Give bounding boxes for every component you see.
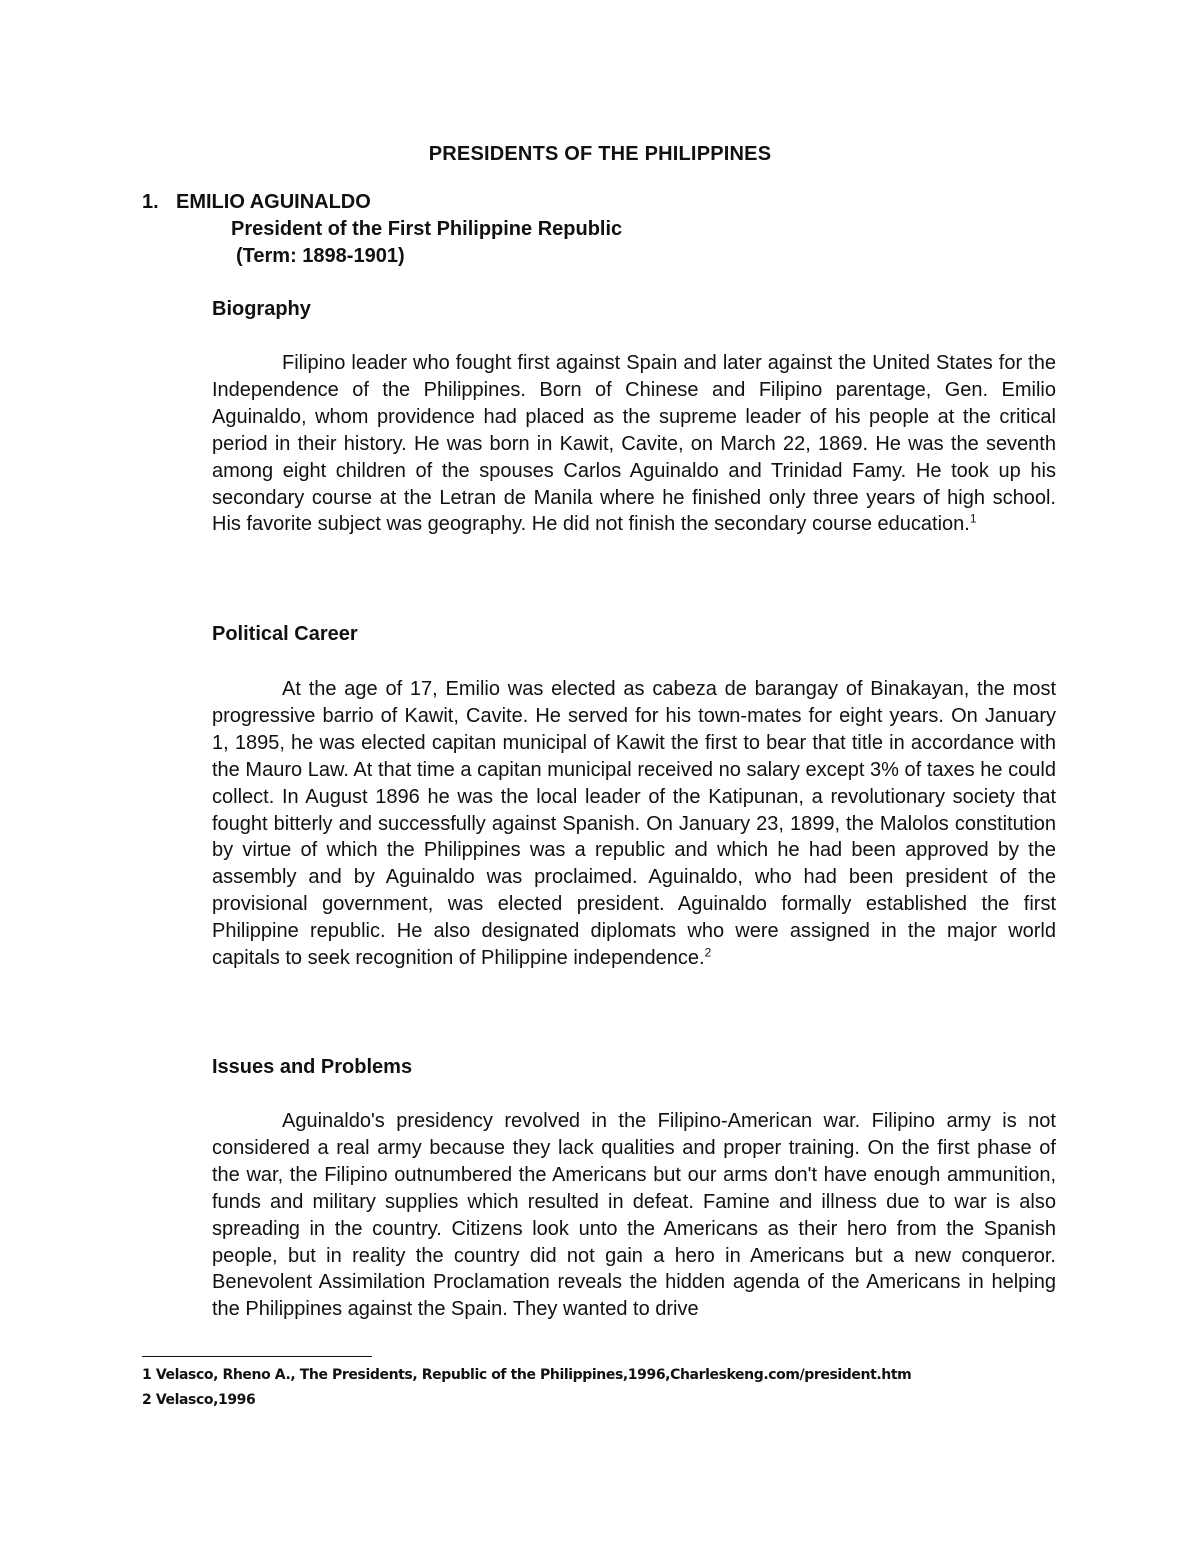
biography-text: Filipino leader who fought first against Spain and later against the United States for the Independence of the Philippines. Born of Chinese and Filipino parentage, Gen. Emilio Aguinaldo, whom providence had placed as the supreme leader of his people at the critical period in their history. He was born in Kawit, Cavite, on March 22, 1869. He was the seventh among eight children of the spouses Carlos Aguinaldo and Trinidad Famy. He took up his secondary course at the Letran de Manila where he finished only three years of high school. His favorite subject was geography. He did not finish the secondary course education. [212, 352, 1056, 536]
president-number: 1. [142, 191, 159, 213]
footnote-divider [142, 1356, 372, 1357]
footnote-1: 1 Velasco, Rheno A., The Presidents, Republic of the Philippines,1996,Charleskeng.com/president.htm [142, 1367, 912, 1383]
president-heading [142, 191, 371, 214]
biography-paragraph [212, 350, 1056, 538]
political-career-text: At the age of 17, Emilio was elected as cabeza de barangay of Binakayan, the most progressive barrio of Kawit, Cavite. He served for his town-mates for eight years. On January 1, 1895, he was elected capitan municipal of Kawit the first to bear that title in accordance with the Mauro Law. At that time a capitan municipal received no salary except 3% of taxes he could collect. In August 1896 he was the local leader of the Katipunan, a revolutionary society that fought bitterly and successfully against Spanish. On January 23, 1899, the Malolos constitution by virtue of which the Philippines was a republic and which he had been approved by the assembly and by Aguinaldo was proclaimed. Aguinaldo, who had been president of the provisional government, was elected president. Aguinaldo formally established the first Philippine republic. He also designated diplomats who were assigned in the major world capitals to seek recognition of Philippine independence. [212, 678, 1056, 970]
president-name: EMILIO AGUINALDO [176, 191, 371, 213]
footnote-ref-1: 1 [969, 511, 977, 526]
document-title: PRESIDENTS OF THE PHILIPPINES [428, 143, 772, 165]
biography-heading: Biography [212, 298, 311, 320]
issues-text: Aguinaldo's presidency revolved in the Filipino-American war. Filipino army is not considered a real army because they lack qualities and proper training. On the first phase of the war, the Filipino outnumbered the Americans but our arms don't have enough ammunition, funds and military supplies which resulted in defeat. Famine and illness due to war is also spreading in the country. Citizens look unto the Americans as their hero from the Spanish people, but in reality the country did not gain a hero in Americans but a new conqueror. Benevolent Assimilation Proclamation reveals the hidden agenda of the Americans in helping the Philippines against the Spain. They wanted to drive [212, 1110, 1056, 1321]
political-career-heading: Political Career [212, 623, 358, 645]
political-career-paragraph [212, 676, 1056, 972]
footnote-ref-2: 2 [704, 945, 712, 960]
footnote-2: 2 Velasco,1996 [142, 1392, 256, 1408]
issues-heading: Issues and Problems [212, 1056, 413, 1078]
president-role: President of the First Philippine Republic [231, 218, 623, 240]
president-term: (Term: 1898-1901) [236, 245, 405, 267]
issues-paragraph [212, 1108, 1056, 1323]
